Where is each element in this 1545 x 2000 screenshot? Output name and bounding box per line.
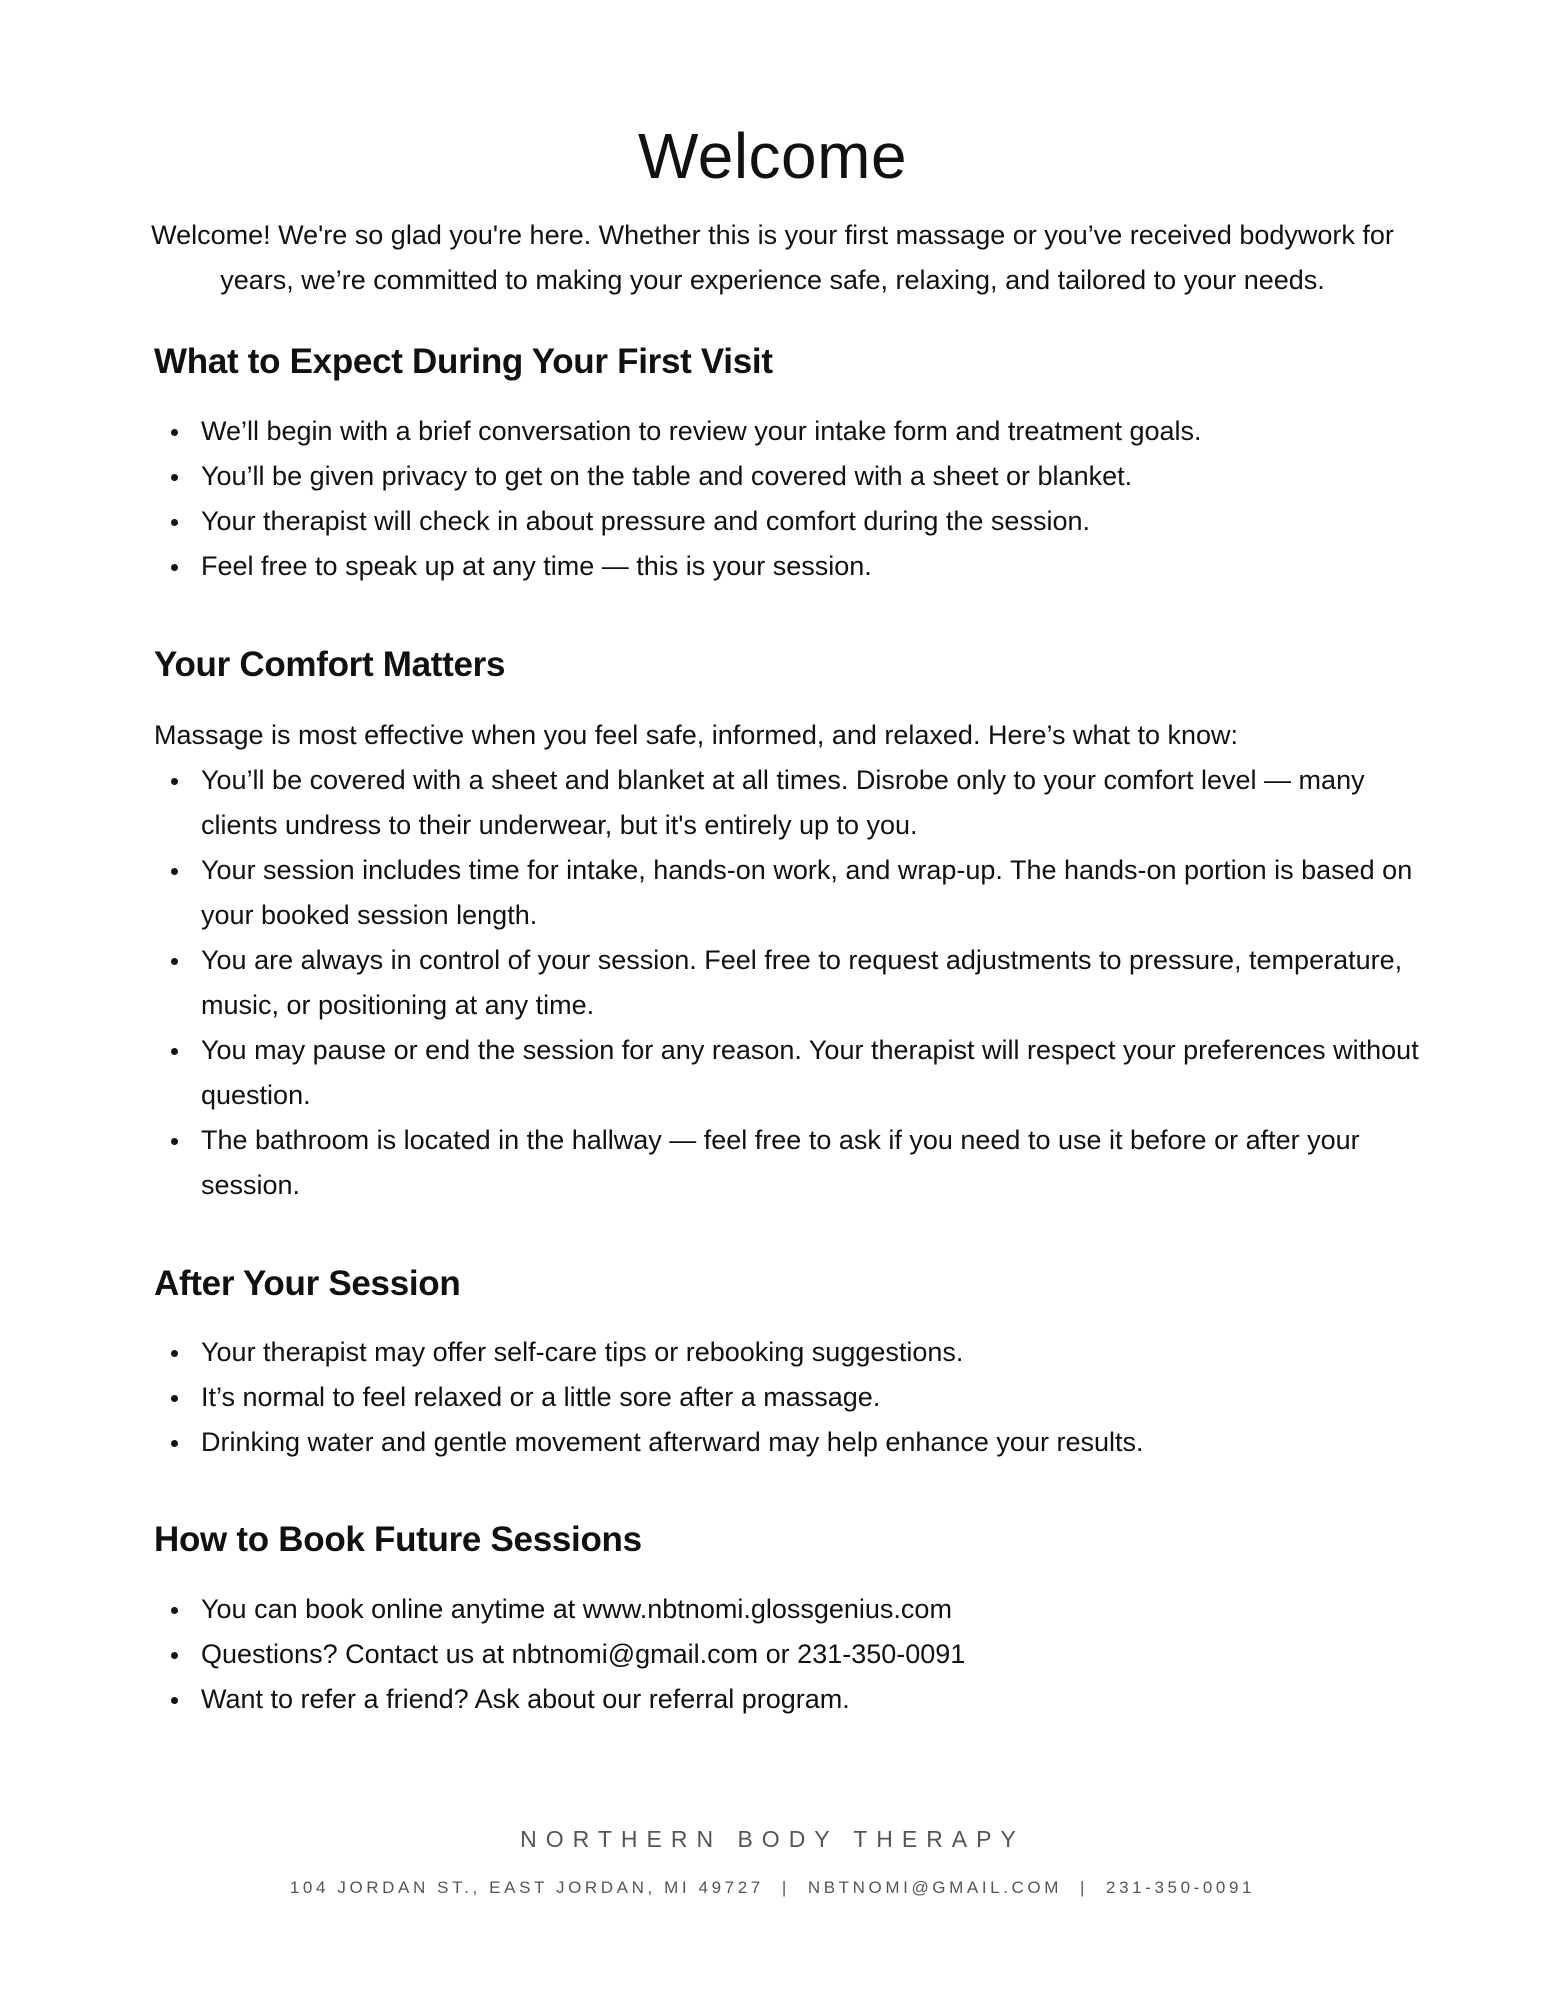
list-item: You’ll be given privacy to get on the table and covered with a sheet or blanket. [201, 454, 1431, 499]
list-item: The bathroom is located in the hallway — feel free to ask if you need to use it before or after your session. [201, 1118, 1431, 1208]
list-item: Drinking water and gentle movement afterward may help enhance your results. [201, 1420, 1431, 1465]
list-item: You may pause or end the session for any reason. Your therapist will respect your preferences without question. [201, 1028, 1431, 1118]
footer-business-name: NORTHERN BODY THERAPY [520, 1826, 1025, 1852]
comfort-lead-paragraph: Massage is most effective when you feel safe, informed, and relaxed. Here’s what to know: [154, 720, 1239, 750]
footer-address: 104 JORDAN ST., EAST JORDAN, MI 49727 [289, 1878, 764, 1897]
list-item: You are always in control of your session. Feel free to request adjustments to pressure, temperature, music, or positioning at any time. [201, 938, 1431, 1028]
list-item: Your therapist may offer self-care tips or rebooking suggestions. [201, 1330, 1431, 1375]
section-heading-first-visit: What to Expect During Your First Visit [154, 342, 773, 381]
footer-separator: | [1080, 1878, 1089, 1897]
list-item: Questions? Contact us at nbtnomi@gmail.com or 231-350-0091 [201, 1632, 1431, 1677]
first-visit-list [154, 409, 1431, 589]
section-heading-book-future: How to Book Future Sessions [154, 1520, 642, 1559]
comfort-list [154, 758, 1431, 1208]
list-item: We’ll begin with a brief conversation to review your intake form and treatment goals. [201, 409, 1431, 454]
list-item: You’ll be covered with a sheet and blanket at all times. Disrobe only to your comfort level — many clients undress to their underwear, but it's entirely up to you. [201, 758, 1431, 848]
list-item: Want to refer a friend? Ask about our referral program. [201, 1677, 1431, 1722]
list-item: Feel free to speak up at any time — this is your session. [201, 544, 1431, 589]
footer-contact-line [0, 1876, 1545, 1900]
footer-email: NBTNOMI@GMAIL.COM [807, 1878, 1062, 1897]
list-item: Your session includes time for intake, hands-on work, and wrap-up. The hands-on portion is based on your booked session length. [201, 848, 1431, 938]
section-heading-after-session: After Your Session [154, 1264, 461, 1303]
page-title: Welcome [637, 120, 908, 192]
footer-phone: 231-350-0091 [1106, 1878, 1256, 1897]
section-heading-comfort: Your Comfort Matters [154, 645, 506, 684]
list-item: You can book online anytime at www.nbtnomi.glossgenius.com [201, 1587, 1431, 1632]
book-future-list [154, 1587, 1431, 1722]
list-item: Your therapist will check in about pressure and comfort during the session. [201, 499, 1431, 544]
list-item: It’s normal to feel relaxed or a little sore after a massage. [201, 1375, 1431, 1420]
footer-separator: | [781, 1878, 790, 1897]
intro-paragraph: Welcome! We're so glad you're here. Whether this is your first massage or you’ve received bodywork for years, we’re committed to making your experience safe, relaxing, and tailored to your needs. [151, 220, 1394, 295]
after-session-list [154, 1330, 1431, 1465]
